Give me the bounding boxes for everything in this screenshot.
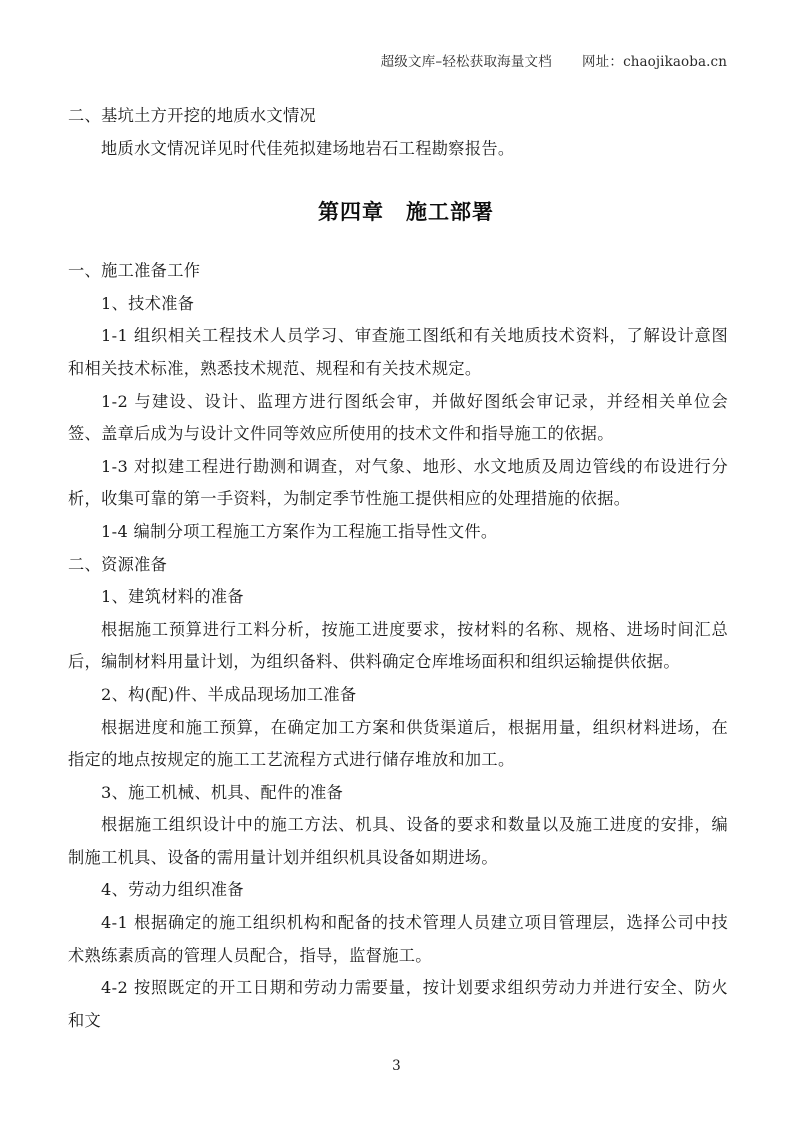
document-body: [68, 100, 728, 1037]
section-geology-paragraph: 地质水文情况详见时代佳苑拟建场地岩石工程勘察报告。: [101, 138, 515, 158]
header-url: chaojikaoba.cn: [623, 54, 727, 70]
paragraph-1-4: 1-4 编制分项工程施工方案作为工程施工指导性文件。: [101, 521, 498, 541]
chapter-name: 施工部署: [406, 199, 494, 225]
spacer-before-chapter: [68, 165, 728, 195]
section-heading-geology: 二、基坑土方开挖的地质水文情况: [68, 106, 317, 125]
paragraph-4-1: 4-1 根据确定的施工组织机构和配备的技术管理人员建立项目管理层，选择公司中技术熟练素质高的管理人员配合，指导，监督施工。: [68, 913, 728, 965]
subheading-labor-organization: 4、劳动力组织准备: [101, 880, 244, 900]
paragraph-2-1: 根据施工预算进行工料分析，按施工进度要求，按材料的名称、规格、进场时间汇总后，编制材料用量计划，为组织备料、供料确定仓库堆场面积和组织运输提供依据。: [68, 619, 728, 672]
subheading-machinery-tools: 3、施工机械、机具、配件的准备: [101, 782, 344, 802]
subheading-technical-preparation: 1、技术准备: [101, 293, 195, 313]
subheading-building-materials: 1、建筑材料的准备: [101, 587, 244, 607]
subheading-components-semifinished: 2、构(配)件、半成品现场加工准备: [101, 684, 357, 704]
paragraph-2-3: 根据施工组织设计中的施工方法、机具、设备的要求和数量以及施工进度的安排，编制施工机具、设备的需用量计划并组织机具设备如期进场。: [68, 815, 728, 867]
page-number: 3: [392, 1058, 401, 1074]
paragraph-1-2: 1-2 与建设、设计、监理方进行图纸会审，并做好图纸会审记录，并经相关单位会签、盖章后成为与设计文件同等效应所使用的技术文件和指导施工的依据。: [68, 391, 728, 444]
chapter-number: 第四章: [318, 199, 384, 225]
paragraph-1-1: 1-1 组织相关工程技术人员学习、审查施工图纸和有关地质技术资料，了解设计意图和相关技术标准，熟悉技术规范、规程和有关技术规定。: [68, 326, 728, 378]
paragraph-4-2: 4-2 按照既定的开工日期和劳动力需要量，按计划要求组织劳动力并进行安全、防火和文: [68, 978, 728, 1030]
spacer-after-chapter: [68, 229, 728, 255]
heading-resource-preparation: 二、资源准备: [68, 554, 168, 574]
paragraph-2-2: 根据进度和施工预算，在确定加工方案和供货渠道后，根据用量，组织材料进场，在指定的地点按规定的施工工艺流程方式进行储存堆放和加工。: [68, 717, 728, 770]
heading-construction-preparation: 一、施工准备工作: [68, 261, 201, 281]
running-header: [68, 52, 727, 76]
paragraph-1-3: 1-3 对拟建工程进行勘测和调查，对气象、地形、水文地质及周边管线的布设进行分析，收集可靠的第一手资料，为制定季节性施工提供相应的处理措施的依据。: [68, 456, 728, 509]
chapter-title: [68, 195, 728, 229]
header-url-label: 网址：: [581, 54, 624, 70]
header-brand: 超级文库–轻松获取海量文档: [380, 54, 552, 70]
